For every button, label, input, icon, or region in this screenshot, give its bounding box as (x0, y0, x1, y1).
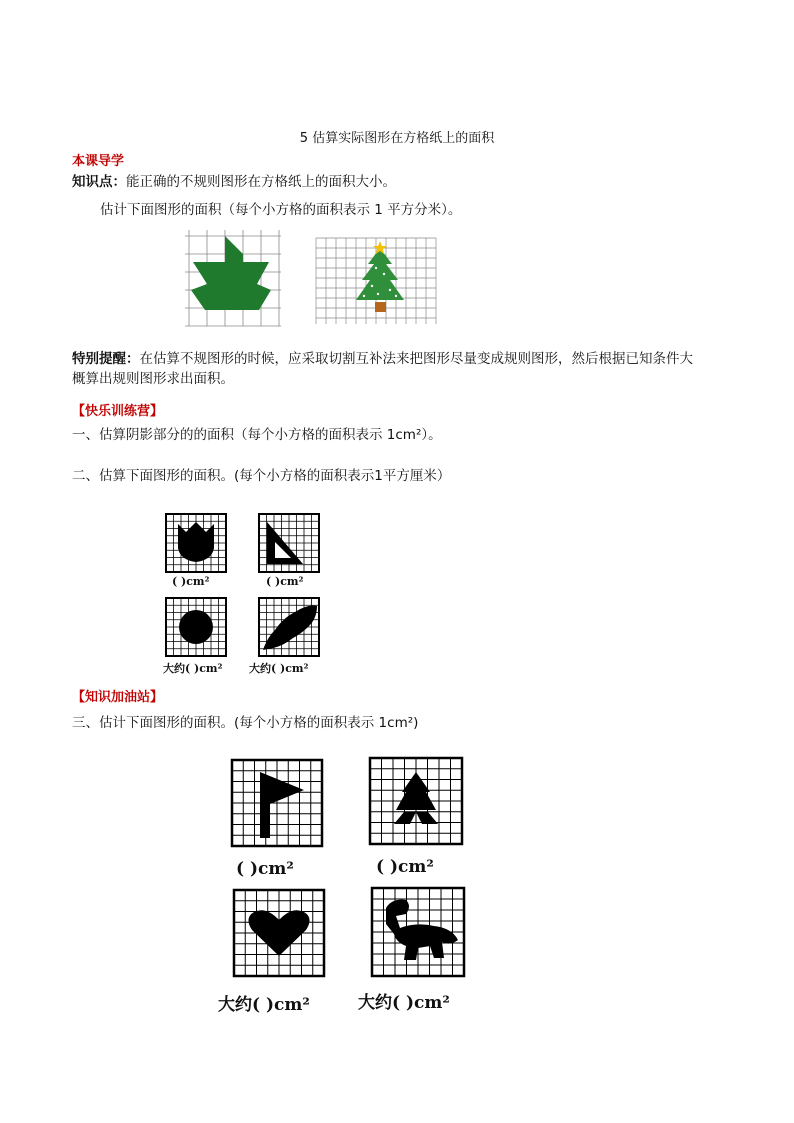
example-xmas-tree-figure (316, 238, 436, 324)
question-3: 三、估计下面图形的面积。(每个小方格的面积表示 1cm²) (72, 715, 419, 731)
knowledge-text: 能正确的不规则图形在方格纸上的面积大小。 (126, 174, 396, 190)
q3-label-2: ( )cm² (376, 857, 434, 877)
tip-line1: 在估算不规图形的时候，应采取切割互补法来把图形尽量变成规则图形，然后根据已知条件大 (139, 351, 693, 367)
q3-heart-grid (234, 890, 324, 976)
knowledge-label: 知识点： (72, 174, 126, 190)
q3-animal-grid (372, 888, 464, 976)
q2-tulip-grid (166, 514, 226, 572)
special-tip (72, 349, 732, 389)
q3-label-1: ( )cm² (236, 859, 294, 879)
q3-flag-grid (232, 760, 322, 846)
q2-label-4: 大约( )cm² (249, 662, 309, 675)
q2-label-1: ( )cm² (172, 575, 210, 588)
page-title: 5 估算实际图形在方格纸上的面积 (299, 131, 495, 146)
q3-pine-grid (370, 758, 462, 844)
q2-leaf-grid (259, 598, 319, 656)
knowledge-point (72, 172, 396, 192)
q3-label-3: 大约( )cm² (218, 995, 310, 1015)
guide-heading: 本课导学 (72, 154, 125, 169)
q3-label-4: 大约( )cm² (358, 993, 450, 1013)
q2-circle-grid (166, 598, 226, 656)
question-2: 二、估算下面图形的面积。(每个小方格的面积表示1平方厘米） (72, 468, 451, 484)
q2-triangles-grid (259, 514, 319, 572)
example-tree-figure (183, 228, 283, 328)
q2-label-3: 大约( )cm² (163, 662, 223, 675)
practice-heading: 【快乐训练营】 (72, 404, 164, 419)
tip-label: 特别提醒： (72, 351, 140, 367)
tip-line2: 概算出规则图形求出面积。 (72, 371, 234, 387)
example-text: 估计下面图形的面积（每个小方格的面积表示 1 平方分米）。 (100, 202, 462, 218)
boost-heading: 【知识加油站】 (72, 690, 164, 705)
q2-label-2: ( )cm² (266, 575, 304, 588)
question-1: 一、估算阴影部分的的面积（每个小方格的面积表示 1cm²）。 (72, 427, 442, 443)
